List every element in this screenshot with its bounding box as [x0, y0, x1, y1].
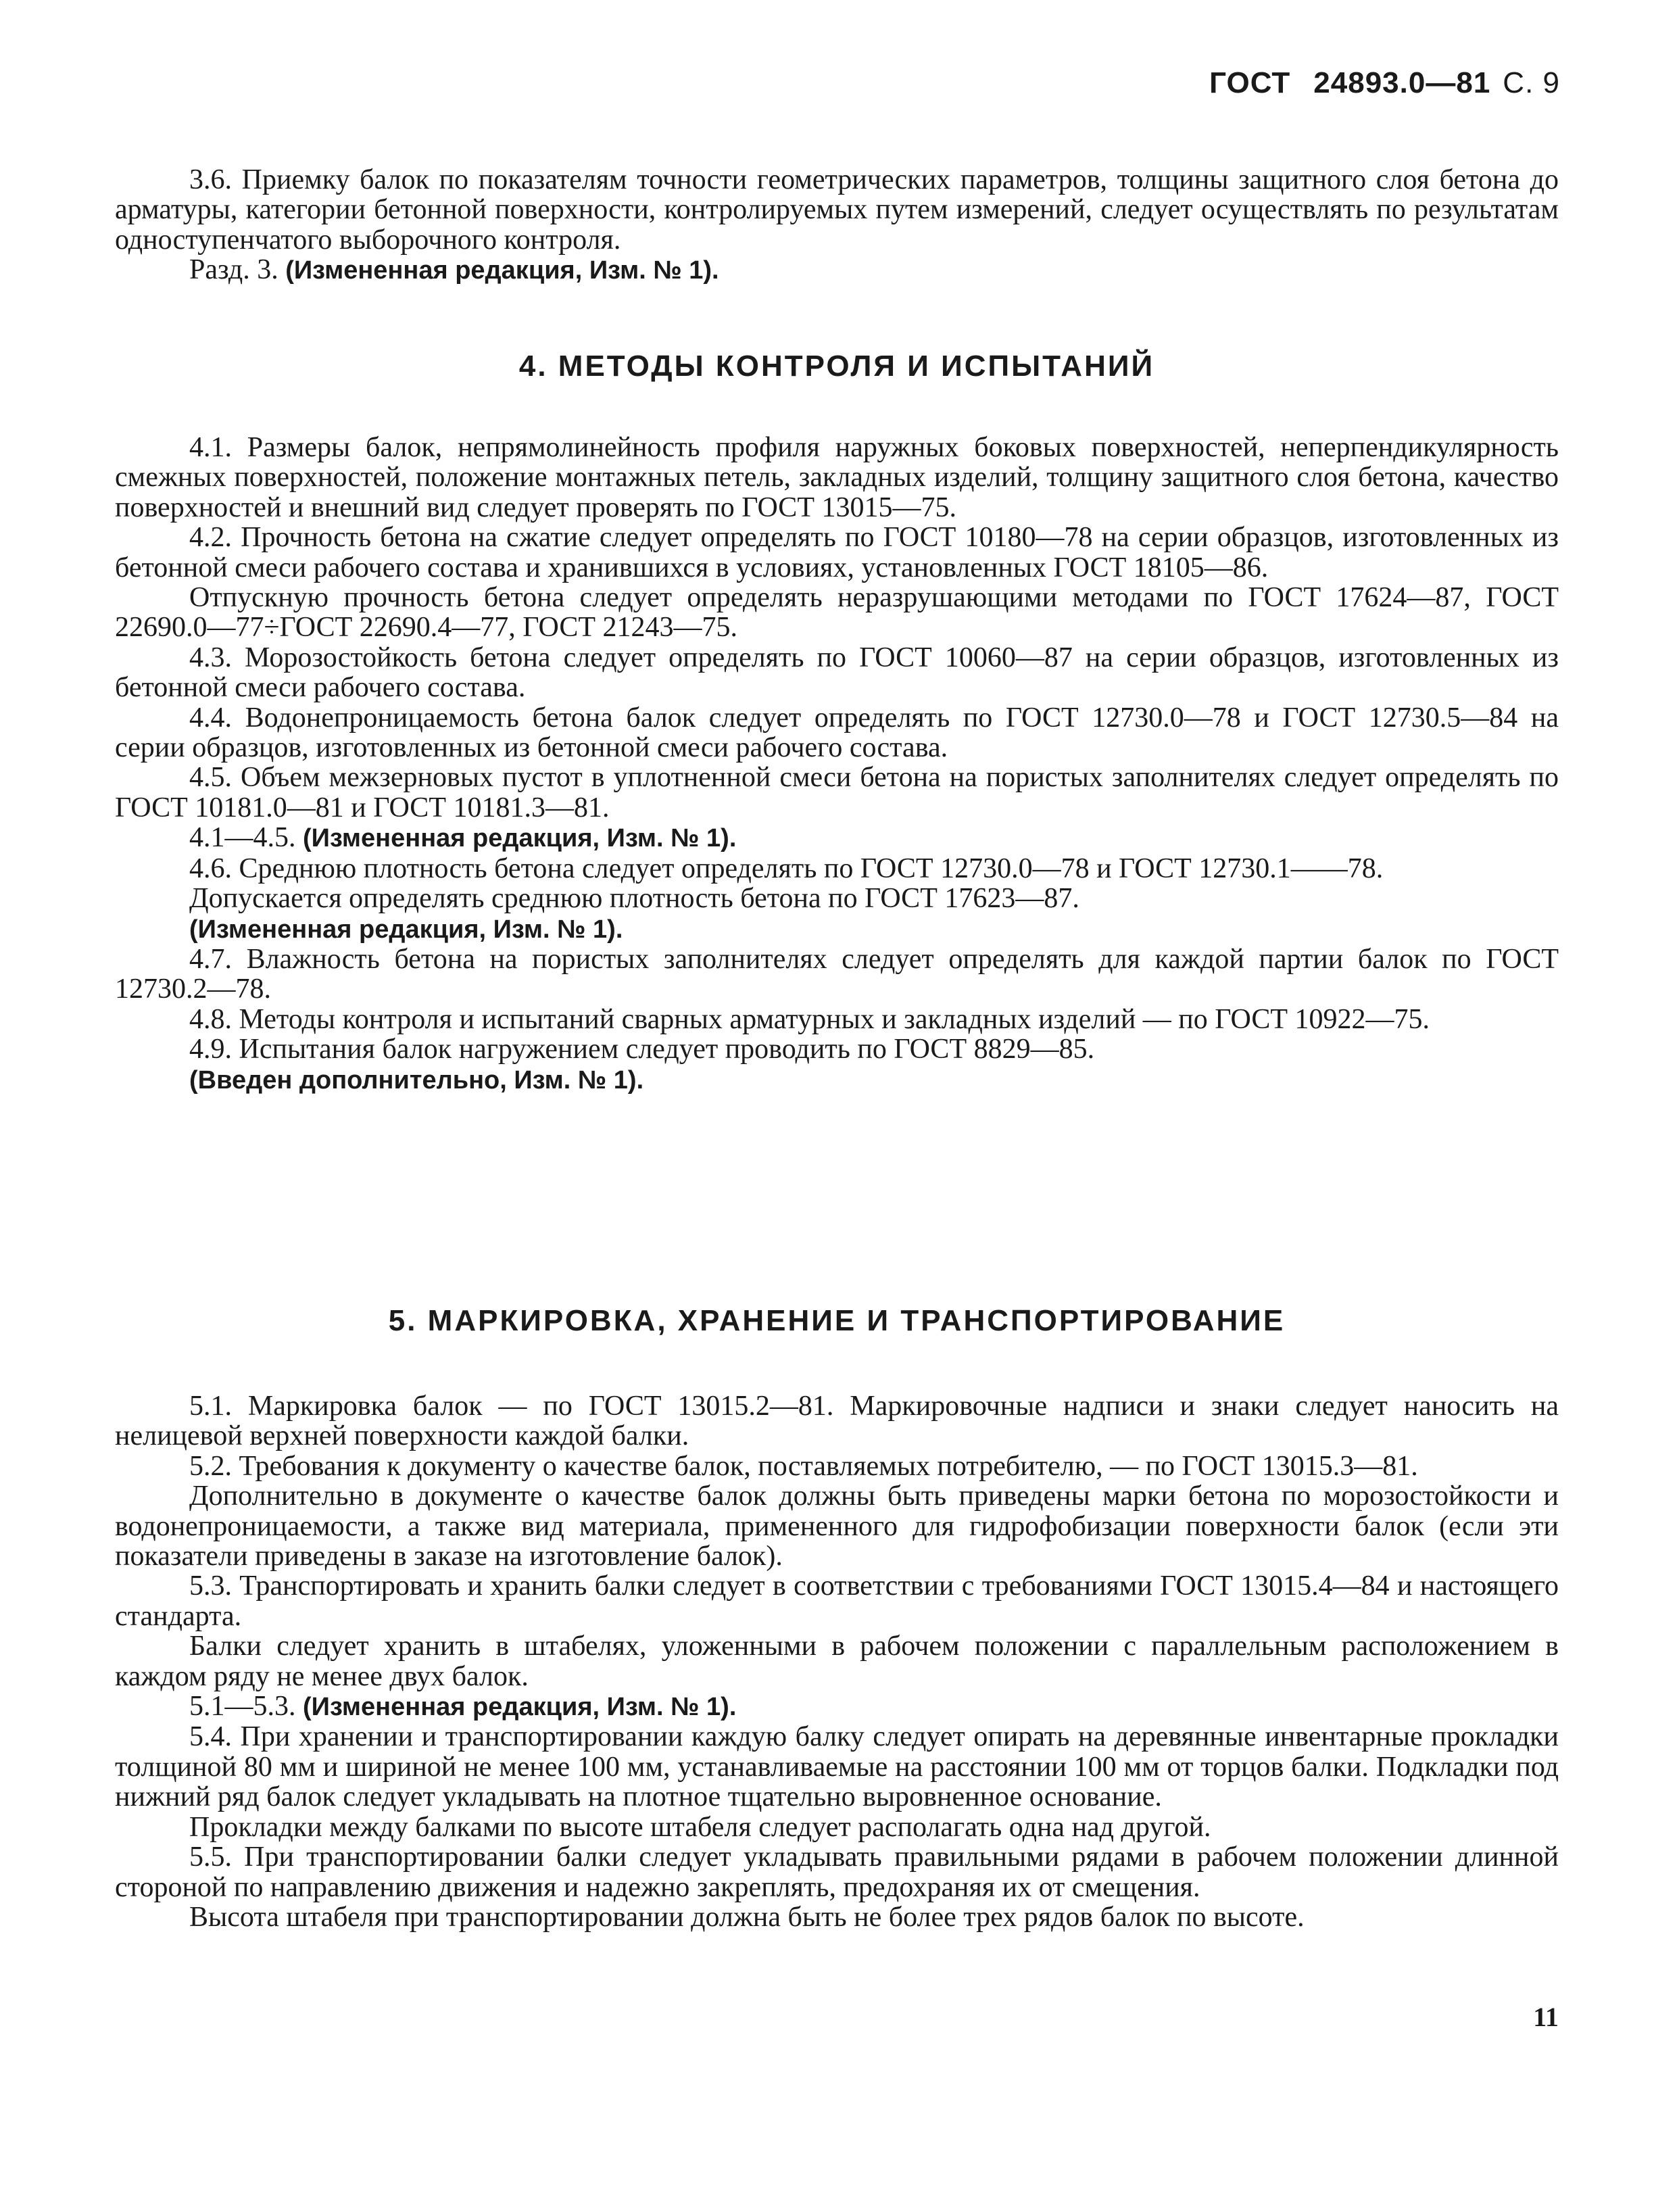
- paragraph-5-2: 5.2. Требования к документу о качестве балок, поставляемых потребителю, — по ГОСТ 13015.3—81.: [189, 1450, 1418, 1482]
- header-gost: ГОСТ: [1209, 66, 1291, 99]
- paragraph-5-5-continued: Высота штабеля при транспортировании должна быть не более трех рядов балок по высоте.: [189, 1901, 1305, 1933]
- section-4-heading: 4. МЕТОДЫ КОНТРОЛЯ И ИСПЫТАНИЙ: [518, 350, 1155, 383]
- amendment-note-4-1-4-5: [115, 823, 1559, 853]
- paragraph-4-1: 4.1. Размеры балок, непрямолинейность профиля наружных боковых поверхностей, неперпендикулярность смежных поверхностей, положение монтажных петель, закладных изделий, толщину защитного слоя бетона, качество поверхностей и внешний вид следует проверять по ГОСТ 13015—75.: [115, 432, 1559, 523]
- section-4-body: [115, 433, 1559, 1095]
- section-3-tail: [115, 165, 1559, 286]
- paragraph-5-3-continued: Балки следует хранить в штабелях, уложенными в рабочем положении с параллельным расположением в каждом ряду не менее двух балок.: [115, 1631, 1559, 1692]
- amendment-text: (Измененная редакция, Изм. № 1).: [303, 824, 737, 853]
- paragraph-5-2-continued: Дополнительно в документе о качестве балок должны быть приведены марки бетона по морозостойкости и водонепроницаемости, а также вид материала, примененного для гидрофобизации поверхности балок (если эти показатели приведены в заказе на изготовление балок).: [115, 1481, 1559, 1572]
- section-5-body: [115, 1391, 1559, 1932]
- amendment-text: (Введен дополнительно, Изм. № 1).: [189, 1065, 644, 1095]
- amendment-note-section-3: [115, 255, 1559, 285]
- amendment-note-4-6: [115, 914, 1559, 944]
- paragraph-3-6: 3.6. Приемку балок по показателям точности геометрических параметров, толщины защитного слоя бетона до арматуры, категории бетонной поверхности, контролируемых путем измерений, следует осуществлять по результатам одноступенчатого выборочного контроля.: [115, 164, 1559, 256]
- paragraph-4-5: 4.5. Объем межзерновых пустот в уплотненной смеси бетона на пористых заполнителях следует определять по ГОСТ 10181.0—81 и ГОСТ 10181.3—81.: [115, 762, 1559, 823]
- amendment-note-5-1-5-3: [115, 1691, 1559, 1722]
- paragraph-4-8: 4.8. Методы контроля и испытаний сварных арматурных и закладных изделий — по ГОСТ 10922—75.: [189, 1003, 1430, 1035]
- paragraph-4-6: 4.6. Среднюю плотность бетона следует определять по ГОСТ 12730.0—78 и ГОСТ 12730.1——78.: [189, 852, 1384, 884]
- paragraph-4-6-continued: Допускается определять среднюю плотность бетона по ГОСТ 17623—87.: [189, 883, 1079, 915]
- page-number: 11: [1533, 2002, 1559, 2032]
- paragraph-4-2-continued: Отпускную прочность бетона следует определять неразрушающими методами по ГОСТ 17624—87, ГОСТ 22690.0—77÷ГОСТ 22690.4—77, ГОСТ 21243—75.: [115, 582, 1559, 644]
- amendment-prefix: 4.1—4.5.: [189, 822, 296, 854]
- amendment-text: (Измененная редакция, Изм. № 1).: [285, 256, 719, 285]
- page-header: [1209, 66, 1560, 100]
- section-5-heading: 5. МАРКИРОВКА, ХРАНЕНИЕ И ТРАНСПОРТИРОВАНИЕ: [388, 1304, 1286, 1337]
- amendment-text: (Измененная редакция, Изм. № 1).: [189, 915, 623, 944]
- paragraph-5-1: 5.1. Маркировка балок — по ГОСТ 13015.2—81. Маркировочные надписи и знаки следует наносить на нелицевой верхней поверхности каждой балки.: [115, 1391, 1559, 1452]
- header-page: С. 9: [1503, 66, 1560, 99]
- paragraph-4-3: 4.3. Морозостойкость бетона следует определять по ГОСТ 10060—87 на серии образцов, изготовленных из бетонной смеси рабочего состава.: [115, 642, 1559, 704]
- amendment-prefix: Разд. 3.: [189, 254, 278, 286]
- paragraph-5-4: 5.4. При хранении и транспортировании каждую балку следует опирать на деревянные инвентарные прокладки толщиной 80 мм и шириной не менее 100 мм, устанавливаемые на расстоянии 100 мм от торцов балки. Подкладки под нижний ряд балок следует укладывать на плотное тщательно выровненное основание.: [115, 1721, 1559, 1813]
- paragraph-4-2: 4.2. Прочность бетона на сжатие следует определять по ГОСТ 10180—78 на серии образцов, изготовленных из бетонной смеси рабочего состава и хранившихся в условиях, установленных ГОСТ 18105—86.: [115, 522, 1559, 583]
- paragraph-4-7: 4.7. Влажность бетона на пористых заполнителях следует определять для каждой партии балок по ГОСТ 12730.2—78.: [115, 943, 1559, 1005]
- paragraph-4-4: 4.4. Водонепроницаемость бетона балок следует определять по ГОСТ 12730.0—78 и ГОСТ 12730.5—84 на серии образцов, изготовленных из бетонной смеси рабочего состава.: [115, 702, 1559, 764]
- paragraph-5-3: 5.3. Транспортировать и хранить балки следует в соответствии с требованиями ГОСТ 13015.4—84 и настоящего стандарта.: [115, 1570, 1559, 1632]
- amendment-text: (Измененная редакция, Изм. № 1).: [303, 1693, 737, 1722]
- header-standard-number: 24893.0—81: [1313, 66, 1491, 99]
- paragraph-5-4-continued: Прокладки между балками по высоте штабеля следует располагать одна над другой.: [189, 1811, 1211, 1843]
- amendment-prefix: 5.1—5.3.: [189, 1691, 296, 1723]
- paragraph-5-5: 5.5. При транспортировании балки следует укладывать правильными рядами в рабочем положении длинной стороной по направлению движения и надежно закреплять, предохраняя их от смещения.: [115, 1842, 1559, 1903]
- paragraph-4-9: 4.9. Испытания балок нагружением следует проводить по ГОСТ 8829—85.: [189, 1034, 1095, 1065]
- amendment-note-4-9: [115, 1065, 1559, 1095]
